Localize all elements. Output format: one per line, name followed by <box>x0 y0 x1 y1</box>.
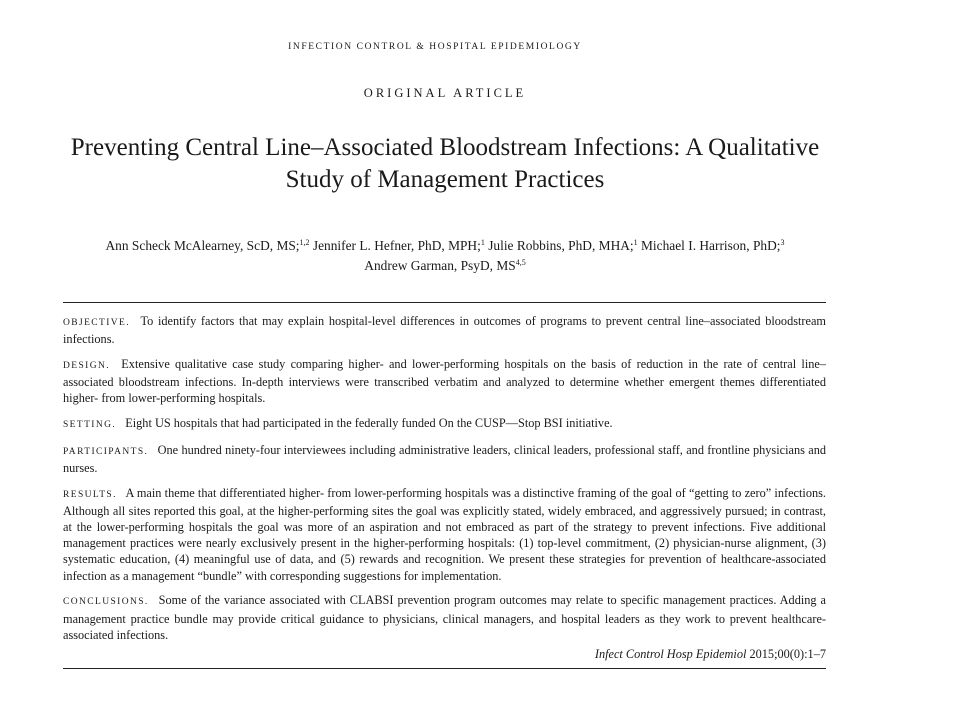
section-label: SETTING. <box>63 420 117 431</box>
author-affiliation: 1 <box>633 238 638 247</box>
abstract-participants <box>63 442 826 476</box>
citation-volume: 2015;00(0):1–7 <box>749 647 826 661</box>
author-affiliation: 1 <box>480 238 485 247</box>
abstract <box>63 313 826 651</box>
author-name: Ann Scheck McAlearney, ScD, MS; <box>105 238 300 253</box>
section-text: One hundred ninety-four interviewees including administrative leaders, clinical leaders, professional staff, and frontline physicians and nurses. <box>63 442 826 475</box>
citation <box>595 647 826 662</box>
journal-header: INFECTION CONTROL & HOSPITAL EPIDEMIOLOGY <box>288 42 582 52</box>
section-text: Eight US hospitals that had participated in the federally funded On the CUSP—Stop BSI initiative. <box>125 416 613 431</box>
abstract-conclusions <box>63 592 826 643</box>
author-affiliation: 4,5 <box>515 258 526 267</box>
abstract-top-rule <box>63 302 826 303</box>
article-type: ORIGINAL ARTICLE <box>363 86 527 100</box>
section-text: To identify factors that may explain hospital-level differences in outcomes of programs to prevent central line–associated bloodstream infections. <box>63 314 826 347</box>
section-label: PARTICIPANTS. <box>63 446 149 457</box>
author-name: Andrew Garman, PsyD, MS <box>364 258 516 273</box>
section-label: CONCLUSIONS. <box>63 597 149 608</box>
abstract-results <box>63 485 826 584</box>
article-title: Preventing Central Line–Associated Bloodstream Infections: A Qualitative Study of Management Practices <box>70 134 820 193</box>
author-affiliation: 3 <box>780 238 785 247</box>
section-label: OBJECTIVE. <box>63 318 131 328</box>
author-name: Jennifer L. Hefner, PhD, MPH; <box>312 238 481 253</box>
abstract-bottom-rule <box>63 668 826 669</box>
abstract-objective <box>63 313 826 347</box>
section-text: Extensive qualitative case study comparing higher- and lower-performing hospitals on the basis of reduction in the rate of central line–associated bloodstream infections. In-depth interviews were transcribed verbatim and analyzed to determine whether emergent themes differentiated higher- from lower-performing hospitals. <box>63 356 827 406</box>
author-list <box>55 236 835 276</box>
citation-journal: Infect Control Hosp Epidemiol <box>594 647 747 661</box>
abstract-design <box>63 356 826 407</box>
author-name: Michael I. Harrison, PhD; <box>641 238 781 253</box>
abstract-setting <box>63 415 826 433</box>
author-affiliation: 1,2 <box>299 238 310 247</box>
section-text: A main theme that differentiated higher- from lower-performing hospitals was a distinctive framing of the goal of “getting to zero” infections. Although all sites reported this goal, at the higher-performing sites the goal was explicitly stated, widely embraced, and aggressively pursued; in contrast, at the lower-performing hospitals the goal was more of an aspiration and not embraced as part of the strategy to prevent infections. Five additional management practices were nearly exclusively present in the higher-performing hospitals: (1) top-level commitment, (2) physician-nurse alignment, (3) systematic education, (4) meaningful use of data, and (5) rewards and recognition. We present these strategies for prevention of healthcare-associated infection as a management “bundle” with corresponding suggestions for implementation. <box>63 485 826 583</box>
section-text: Some of the variance associated with CLABSI prevention program outcomes may relate to specific management practices. Adding a management practice bundle may provide critical guidance to physicians, clinical managers, and hospital leaders as they work to prevent healthcare-associated infections. <box>63 593 826 642</box>
author-name: Julie Robbins, PhD, MHA; <box>488 238 634 253</box>
section-label: RESULTS. <box>63 489 117 500</box>
section-label: DESIGN. <box>63 360 111 371</box>
